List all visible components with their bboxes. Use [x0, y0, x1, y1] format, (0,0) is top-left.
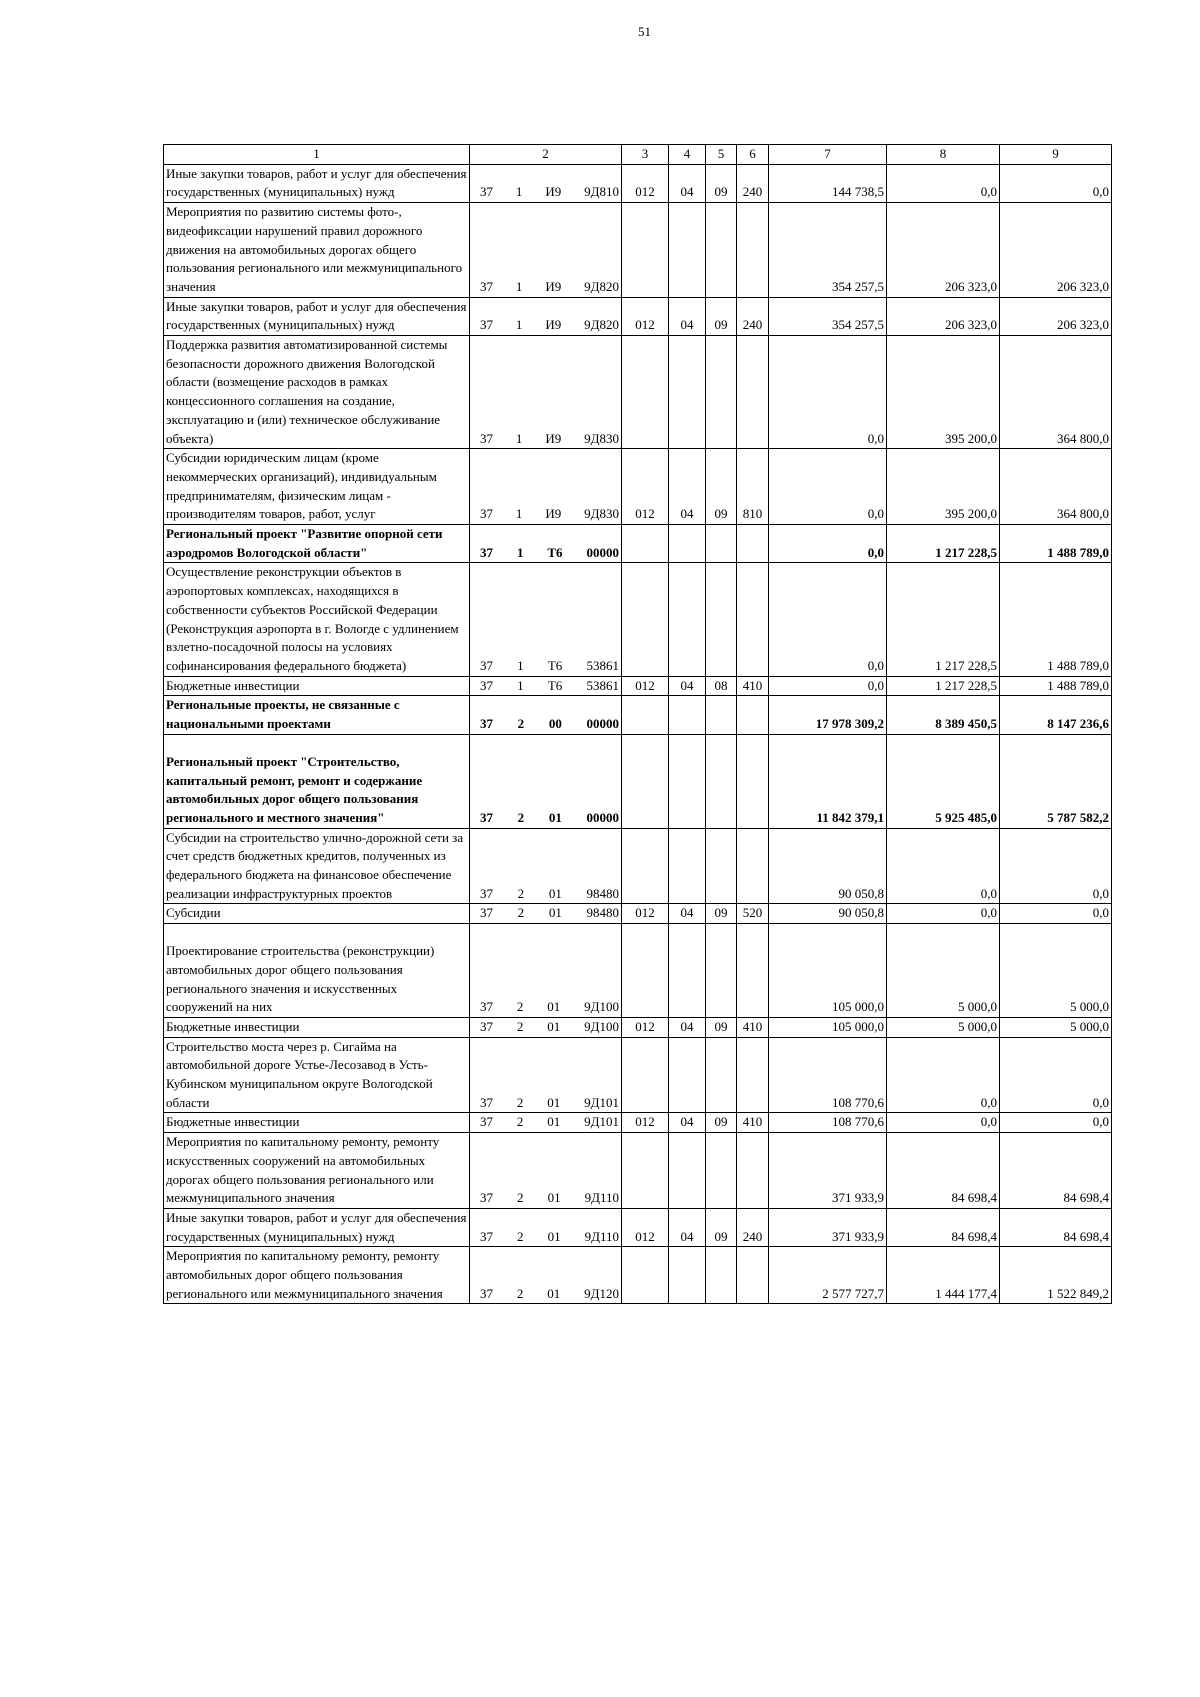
- header-col-6: 6: [737, 145, 769, 165]
- row-code-c3: 01: [547, 1018, 561, 1034]
- row-subsection: [706, 734, 737, 828]
- row-code-c3: И9: [545, 430, 562, 446]
- table-body: [164, 164, 1112, 1304]
- header-row: [164, 145, 1112, 165]
- row-expense-type: 810: [737, 449, 769, 525]
- row-value-1: 0,0: [769, 449, 887, 525]
- budget-table: [163, 144, 1112, 1304]
- row-value-1: 90 050,8: [769, 828, 887, 904]
- row-section: 04: [669, 1113, 706, 1133]
- row-code: [470, 297, 622, 335]
- row-code-parts: [470, 904, 621, 923]
- row-code-c4: 00000: [586, 716, 619, 732]
- row-name: Осуществление реконструкции объектов в аэропортовых комплексах, находящихся в собственности субъектов Российской Федерации (Реконструкция аэропорта в г. Вологде с удлинением взлетно-посадочной полосы на условиях софинансирования федерального бюджета): [164, 563, 470, 676]
- row-code-c1: 37: [480, 1114, 493, 1130]
- row-ministry-code: 012: [622, 1017, 669, 1037]
- row-name: Мероприятия по капитальному ремонту, ремонту искусственных сооружений на автомобильных дорогах общего пользования регионального или межмуниципального значения: [164, 1133, 470, 1209]
- row-value-2: 395 200,0: [887, 336, 1000, 449]
- row-subsection: 08: [706, 676, 737, 696]
- row-code-c1: 37: [480, 999, 493, 1015]
- row-code-parts: [470, 1094, 621, 1113]
- row-value-1: 108 770,6: [769, 1113, 887, 1133]
- row-code-c2: 1: [517, 677, 524, 693]
- row-value-2: 1 217 228,5: [887, 563, 1000, 676]
- row-section: 04: [669, 904, 706, 924]
- row-value-1: 17 978 309,2: [769, 696, 887, 734]
- row-ministry-code: [622, 828, 669, 904]
- header-col-5: 5: [706, 145, 737, 165]
- row-code: [470, 449, 622, 525]
- row-ministry-code: [622, 734, 669, 828]
- row-code: [470, 828, 622, 904]
- row-code: [470, 924, 622, 1018]
- header-col-9: 9: [1000, 145, 1112, 165]
- row-value-2: 84 698,4: [887, 1133, 1000, 1209]
- row-code: [470, 336, 622, 449]
- row-section: [669, 203, 706, 298]
- row-code-c2: 2: [516, 1114, 524, 1130]
- table-row: [164, 1208, 1112, 1246]
- row-code-c3: 01: [548, 809, 562, 825]
- row-subsection: [706, 525, 737, 563]
- row-code-c1: 37: [480, 544, 493, 560]
- row-code-c2: 2: [517, 885, 525, 901]
- row-name: Региональные проекты, не связанные с национальными проектами: [164, 696, 470, 734]
- row-ministry-code: [622, 1037, 669, 1113]
- header-col-2: 2: [470, 145, 622, 165]
- row-subsection: [706, 696, 737, 734]
- row-value-1: 105 000,0: [769, 924, 887, 1018]
- row-value-3: 5 000,0: [1000, 1017, 1112, 1037]
- row-expense-type: [737, 336, 769, 449]
- row-code-c3: 01: [547, 1114, 561, 1130]
- table-row: [164, 924, 1112, 1018]
- row-section: [669, 1247, 706, 1304]
- row-expense-type: 410: [737, 1113, 769, 1133]
- row-code-c2: 1: [516, 544, 524, 560]
- row-value-3: 206 323,0: [1000, 203, 1112, 298]
- row-value-3: 8 147 236,6: [1000, 696, 1112, 734]
- row-code-parts: [470, 1018, 621, 1037]
- row-value-3: 0,0: [1000, 904, 1112, 924]
- row-ministry-code: 012: [622, 297, 669, 335]
- table-row: [164, 1113, 1112, 1133]
- row-code-parts: [470, 430, 621, 449]
- row-section: [669, 336, 706, 449]
- row-subsection: 09: [706, 164, 737, 202]
- row-code-c1: 37: [480, 1285, 493, 1301]
- row-value-3: 0,0: [1000, 1037, 1112, 1113]
- row-expense-type: [737, 203, 769, 298]
- row-section: 04: [669, 1208, 706, 1246]
- row-value-2: 8 389 450,5: [887, 696, 1000, 734]
- row-code: [470, 1133, 622, 1209]
- row-expense-type: [737, 1247, 769, 1304]
- row-value-3: 1 488 789,0: [1000, 525, 1112, 563]
- row-code: [470, 696, 622, 734]
- row-code-c3: 01: [548, 885, 562, 901]
- row-code: [470, 1017, 622, 1037]
- row-code-c3: И9: [545, 184, 562, 200]
- row-value-2: 206 323,0: [887, 203, 1000, 298]
- row-ministry-code: [622, 1247, 669, 1304]
- table-row: [164, 164, 1112, 202]
- row-ministry-code: [622, 203, 669, 298]
- row-ministry-code: 012: [622, 676, 669, 696]
- row-ministry-code: [622, 563, 669, 676]
- row-code-c1: 37: [480, 506, 493, 522]
- header-col-7: 7: [769, 145, 887, 165]
- row-code-c3: И9: [545, 506, 562, 522]
- header-col-1: 1: [164, 145, 470, 165]
- row-code-c2: 2: [516, 1094, 524, 1110]
- row-code-c3: Т6: [547, 544, 563, 560]
- row-expense-type: 240: [737, 164, 769, 202]
- row-code-parts: [470, 278, 621, 297]
- row-code-c4: 9Д100: [584, 1018, 619, 1034]
- row-section: 04: [669, 1017, 706, 1037]
- row-ministry-code: [622, 525, 669, 563]
- row-value-2: 1 444 177,4: [887, 1247, 1000, 1304]
- row-value-1: 371 933,9: [769, 1133, 887, 1209]
- row-name: Бюджетные инвестиции: [164, 1017, 470, 1037]
- row-section: 04: [669, 164, 706, 202]
- row-code-c3: 01: [548, 905, 562, 921]
- row-code-c2: 1: [517, 657, 524, 673]
- row-expense-type: 240: [737, 1208, 769, 1246]
- row-expense-type: [737, 525, 769, 563]
- table-row: [164, 676, 1112, 696]
- row-code-c1: 37: [480, 317, 493, 333]
- row-code: [470, 525, 622, 563]
- row-code-c2: 2: [516, 1285, 524, 1301]
- row-value-1: 354 257,5: [769, 203, 887, 298]
- row-ministry-code: [622, 924, 669, 1018]
- row-code-parts: [470, 885, 621, 904]
- row-name: Субсидии юридическим лицам (кроме некоммерческих организаций), индивидуальным предпринимателям, физическим лицам - производителям товаров, работ, услуг: [164, 449, 470, 525]
- table-row: [164, 1247, 1112, 1304]
- row-code-c3: 01: [547, 1190, 561, 1206]
- row-code-c4: 9Д110: [584, 1190, 619, 1206]
- row-code-c2: 2: [517, 716, 525, 732]
- row-subsection: 09: [706, 297, 737, 335]
- row-subsection: 09: [706, 449, 737, 525]
- row-code: [470, 1247, 622, 1304]
- row-code-c3: И9: [545, 317, 562, 333]
- row-code-parts: [470, 544, 621, 563]
- row-code-c2: 1: [515, 430, 523, 446]
- header-col-4: 4: [669, 145, 706, 165]
- row-code: [470, 1208, 622, 1246]
- row-subsection: [706, 828, 737, 904]
- table-row: [164, 828, 1112, 904]
- row-code-parts: [470, 715, 621, 734]
- table-row: [164, 734, 1112, 828]
- row-value-1: 90 050,8: [769, 904, 887, 924]
- row-value-3: 5 787 582,2: [1000, 734, 1112, 828]
- row-code: [470, 563, 622, 676]
- row-code-c3: И9: [545, 278, 562, 294]
- row-code-c4: 9Д120: [584, 1285, 619, 1301]
- row-ministry-code: 012: [622, 164, 669, 202]
- header-col-3: 3: [622, 145, 669, 165]
- row-code-c4: 98480: [586, 885, 619, 901]
- row-ministry-code: [622, 336, 669, 449]
- row-section: [669, 734, 706, 828]
- row-value-2: 0,0: [887, 1037, 1000, 1113]
- table-row: [164, 525, 1112, 563]
- row-section: [669, 563, 706, 676]
- row-ministry-code: 012: [622, 449, 669, 525]
- row-value-2: 0,0: [887, 904, 1000, 924]
- row-section: [669, 525, 706, 563]
- table-row: [164, 203, 1112, 298]
- row-value-2: 206 323,0: [887, 297, 1000, 335]
- row-expense-type: [737, 1133, 769, 1209]
- row-expense-type: [737, 1037, 769, 1113]
- row-code-c1: 37: [480, 905, 493, 921]
- row-expense-type: [737, 828, 769, 904]
- row-value-3: 364 800,0: [1000, 336, 1112, 449]
- row-value-1: 105 000,0: [769, 1017, 887, 1037]
- row-name: Бюджетные инвестиции: [164, 1113, 470, 1133]
- row-code: [470, 164, 622, 202]
- row-code-c2: 1: [515, 317, 523, 333]
- row-code-c4: 9Д820: [584, 278, 619, 294]
- row-name: Строительство моста через р. Сигайма на автомобильной дороге Устье-Лесозавод в Усть-Кубинском муниципальном округе Вологодской области: [164, 1037, 470, 1113]
- row-section: [669, 1133, 706, 1209]
- row-code-c2: 2: [516, 1018, 524, 1034]
- row-value-3: 0,0: [1000, 828, 1112, 904]
- row-value-2: 0,0: [887, 828, 1000, 904]
- row-code-parts: [470, 1189, 621, 1208]
- row-value-2: 1 217 228,5: [887, 525, 1000, 563]
- row-code-c4: 9Д830: [584, 430, 619, 446]
- row-code-c4: 00000: [586, 544, 619, 560]
- row-name: Мероприятия по капитальному ремонту, ремонту автомобильных дорог общего пользования регионального или межмуниципального значения: [164, 1247, 470, 1304]
- row-code-c4: 9Д820: [584, 317, 619, 333]
- row-code-c4: 9Д830: [584, 506, 619, 522]
- row-code-c4: 9Д100: [584, 999, 619, 1015]
- row-code-c4: 53861: [586, 657, 619, 673]
- row-subsection: [706, 1037, 737, 1113]
- row-value-1: 2 577 727,7: [769, 1247, 887, 1304]
- row-value-2: 1 217 228,5: [887, 676, 1000, 696]
- row-code-c4: 9Д101: [584, 1114, 619, 1130]
- row-value-2: 84 698,4: [887, 1208, 1000, 1246]
- row-name: Иные закупки товаров, работ и услуг для обеспечения государственных (муниципальных) нужд: [164, 1208, 470, 1246]
- row-expense-type: [737, 734, 769, 828]
- row-code-c2: 2: [517, 1190, 524, 1206]
- row-name: Субсидии: [164, 904, 470, 924]
- row-code-parts: [470, 1113, 621, 1132]
- row-value-3: 0,0: [1000, 164, 1112, 202]
- row-subsection: [706, 1133, 737, 1209]
- table-row: [164, 336, 1112, 449]
- row-value-1: 354 257,5: [769, 297, 887, 335]
- row-code-c4: 9Д810: [584, 184, 619, 200]
- row-value-3: 1 488 789,0: [1000, 676, 1112, 696]
- row-code-c3: 00: [548, 716, 562, 732]
- table-row: [164, 696, 1112, 734]
- row-expense-type: 410: [737, 1017, 769, 1037]
- row-ministry-code: 012: [622, 1113, 669, 1133]
- row-name: Поддержка развития автоматизированной системы безопасности дорожного движения Вологодской области (возмещение расходов в рамках концессионного соглашения на создание, эксплуатацию и (или) техническое обслуживание объекта): [164, 336, 470, 449]
- table-row: [164, 1133, 1112, 1209]
- row-section: [669, 924, 706, 1018]
- row-code-parts: [470, 1228, 621, 1247]
- row-code: [470, 676, 622, 696]
- row-code-parts: [470, 657, 621, 676]
- row-expense-type: [737, 563, 769, 676]
- row-name: Проектирование строительства (реконструкции) автомобильных дорог общего пользования регионального значения и искусственных сооружений на них: [164, 924, 470, 1018]
- row-value-2: 395 200,0: [887, 449, 1000, 525]
- row-value-1: 371 933,9: [769, 1208, 887, 1246]
- row-code-c4: 9Д101: [584, 1094, 619, 1110]
- table-row: [164, 449, 1112, 525]
- row-code-c1: 37: [480, 677, 493, 693]
- row-code-c3: Т6: [547, 657, 563, 673]
- row-code-c4: 53861: [586, 677, 619, 693]
- row-expense-type: [737, 924, 769, 1018]
- row-code-c2: 2: [517, 809, 525, 825]
- table-row: [164, 904, 1112, 924]
- row-value-1: 108 770,6: [769, 1037, 887, 1113]
- table-row: [164, 1017, 1112, 1037]
- row-code-c1: 37: [480, 1094, 493, 1110]
- row-code-c3: 01: [547, 1285, 561, 1301]
- row-value-3: 1 522 849,2: [1000, 1247, 1112, 1304]
- row-ministry-code: [622, 696, 669, 734]
- row-value-3: 364 800,0: [1000, 449, 1112, 525]
- row-value-3: 5 000,0: [1000, 924, 1112, 1018]
- row-code-c2: 1: [515, 506, 523, 522]
- row-code-c4: 98480: [586, 905, 619, 921]
- row-name: Иные закупки товаров, работ и услуг для обеспечения государственных (муниципальных) нужд: [164, 297, 470, 335]
- row-value-3: 84 698,4: [1000, 1208, 1112, 1246]
- row-name: Субсидии на строительство улично-дорожной сети за счет средств бюджетных кредитов, полученных из федерального бюджета на финансовое обеспечение реализации инфраструктурных проектов: [164, 828, 470, 904]
- row-value-3: 84 698,4: [1000, 1133, 1112, 1209]
- row-expense-type: 240: [737, 297, 769, 335]
- row-code-c2: 1: [515, 184, 523, 200]
- row-subsection: [706, 924, 737, 1018]
- row-name: Бюджетные инвестиции: [164, 676, 470, 696]
- row-code-parts: [470, 998, 621, 1017]
- row-code-c3: 01: [547, 1228, 561, 1244]
- row-value-1: 144 738,5: [769, 164, 887, 202]
- row-value-1: 0,0: [769, 336, 887, 449]
- row-value-3: 0,0: [1000, 1113, 1112, 1133]
- row-code-c1: 37: [480, 1190, 493, 1206]
- row-code-c2: 1: [515, 278, 523, 294]
- row-subsection: [706, 1247, 737, 1304]
- row-code: [470, 904, 622, 924]
- row-code-c1: 37: [480, 430, 493, 446]
- row-code-c3: 01: [547, 999, 561, 1015]
- row-code: [470, 1113, 622, 1133]
- row-section: [669, 1037, 706, 1113]
- row-value-2: 5 000,0: [887, 924, 1000, 1018]
- row-value-1: 0,0: [769, 563, 887, 676]
- row-code-c4: 9Д110: [584, 1228, 619, 1244]
- row-code-c2: 2: [516, 999, 524, 1015]
- row-code-parts: [470, 505, 621, 524]
- row-value-1: 11 842 379,1: [769, 734, 887, 828]
- row-section: [669, 696, 706, 734]
- row-code-parts: [470, 1285, 621, 1304]
- row-subsection: 09: [706, 1113, 737, 1133]
- row-code-parts: [470, 183, 621, 202]
- table-row: [164, 563, 1112, 676]
- header-col-8: 8: [887, 145, 1000, 165]
- row-subsection: [706, 336, 737, 449]
- row-code-c2: 2: [517, 905, 525, 921]
- row-subsection: 09: [706, 904, 737, 924]
- row-subsection: 09: [706, 1208, 737, 1246]
- row-name: Региональный проект "Строительство, капитальный ремонт, ремонт и содержание автомобильных дорог общего пользования регионального и местного значения": [164, 734, 470, 828]
- row-expense-type: 520: [737, 904, 769, 924]
- row-expense-type: 410: [737, 676, 769, 696]
- row-section: 04: [669, 449, 706, 525]
- row-value-3: 1 488 789,0: [1000, 563, 1112, 676]
- row-value-1: 0,0: [769, 676, 887, 696]
- row-code-c2: 2: [517, 1228, 524, 1244]
- row-code: [470, 1037, 622, 1113]
- row-code-c1: 37: [480, 1228, 493, 1244]
- row-expense-type: [737, 696, 769, 734]
- row-code-c3: 01: [547, 1094, 561, 1110]
- row-code: [470, 203, 622, 298]
- table-row: [164, 1037, 1112, 1113]
- row-code-c1: 37: [480, 716, 493, 732]
- row-ministry-code: 012: [622, 904, 669, 924]
- row-name: Мероприятия по развитию системы фото-, видеофиксации нарушений правил дорожного движения на автомобильных дорогах общего пользования регионального или межмуниципального значения: [164, 203, 470, 298]
- row-value-2: 0,0: [887, 1113, 1000, 1133]
- row-code-c4: 00000: [586, 809, 619, 825]
- row-code-c1: 37: [480, 1018, 493, 1034]
- row-subsection: 09: [706, 1017, 737, 1037]
- row-code-c1: 37: [480, 657, 493, 673]
- row-value-1: 0,0: [769, 525, 887, 563]
- table-row: [164, 297, 1112, 335]
- row-value-2: 0,0: [887, 164, 1000, 202]
- row-name: Региональный проект "Развитие опорной сети аэродромов Вологодской области": [164, 525, 470, 563]
- row-ministry-code: 012: [622, 1208, 669, 1246]
- row-name: Иные закупки товаров, работ и услуг для обеспечения государственных (муниципальных) нужд: [164, 164, 470, 202]
- row-code-c1: 37: [480, 184, 493, 200]
- row-value-3: 206 323,0: [1000, 297, 1112, 335]
- row-ministry-code: [622, 1133, 669, 1209]
- row-code-c1: 37: [480, 809, 493, 825]
- row-section: 04: [669, 297, 706, 335]
- row-code-parts: [470, 316, 621, 335]
- row-value-2: 5 925 485,0: [887, 734, 1000, 828]
- row-value-2: 5 000,0: [887, 1017, 1000, 1037]
- page-number: 51: [638, 24, 651, 39]
- row-code-c3: Т6: [547, 677, 563, 693]
- row-code: [470, 734, 622, 828]
- row-section: 04: [669, 676, 706, 696]
- row-subsection: [706, 563, 737, 676]
- row-code-parts: [470, 677, 621, 696]
- row-section: [669, 828, 706, 904]
- row-code-c1: 37: [480, 278, 493, 294]
- row-subsection: [706, 203, 737, 298]
- row-code-parts: [470, 809, 621, 828]
- row-code-c1: 37: [480, 885, 493, 901]
